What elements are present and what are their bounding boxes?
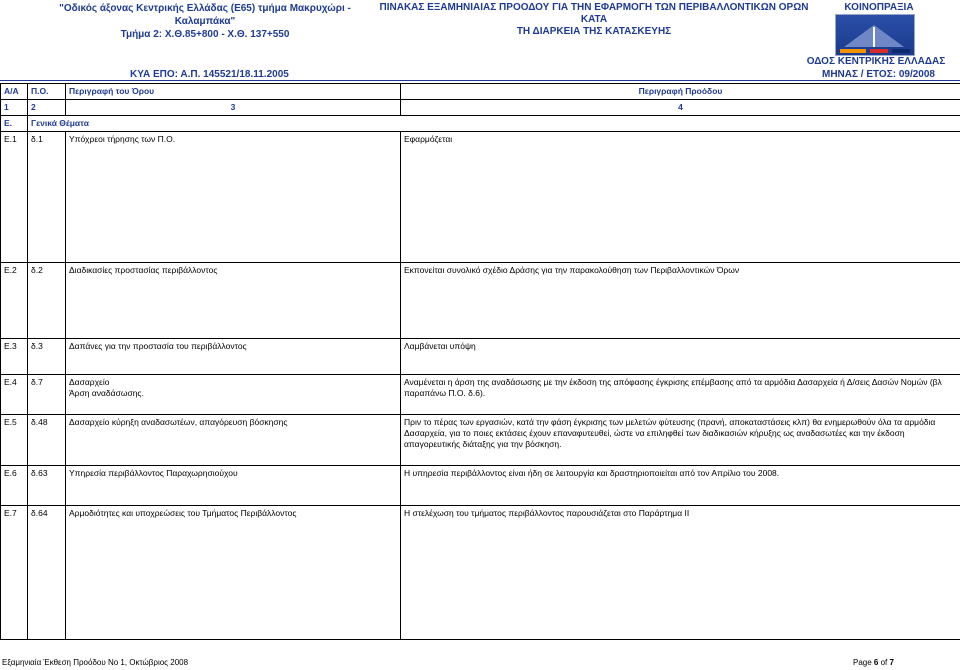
row-term: Δασαρχείο κύρηξη αναδασωτέων, απαγόρευση βόσκησης [66,415,401,466]
header-divider [0,80,960,81]
row-progress: Εκπονείται συνολικό σχέδιο Δράσης για την παρακολούθηση των Περιβαλλοντικών Όρων [401,263,960,339]
col-number-2: 2 [28,100,66,116]
page-current: 6 [873,658,879,667]
table-header-row [1,84,960,100]
header-progress: Περιγραφή Προόδου [401,84,960,100]
report-title-line-1: ΠΙΝΑΚΑΣ ΕΞΑΜΗΝΙΑΙΑΣ ΠΡΟΟΔΟΥ ΓΙΑ ΤΗΝ ΕΦΑΡΜΟΓΗ ΤΩΝ ΠΕΡΙΒΑΛΛΟΝΤΙΚΩΝ ΟΡΩΝ ΚΑΤΑ [379,2,809,25]
report-title [372,2,816,38]
kya-reference: ΚΥΑ ΕΠΟ: Α.Π. 145521/18.11.2005 [130,69,289,80]
page-total: 7 [889,658,894,667]
header-po: Π.Ο. [28,84,66,100]
row-term: Διαδικασίες προστασίας περιβάλλοντος [66,263,401,339]
row-term: Δαπάνες για την προστασία του περιβάλλοντος [66,339,401,375]
row-aa: Ε.7 [1,506,28,640]
row-po: δ.7 [28,375,66,415]
row-po: δ.3 [28,339,66,375]
page-of: of [880,658,888,667]
terms-progress-table [0,83,960,640]
table-row [1,415,960,466]
table-row [1,466,960,506]
row-term: Αρμοδιότητες και υποχρεώσεις του Τμήματος Περιβάλλοντος [66,506,401,640]
report-title-line-2: ΤΗ ΔΙΑΡΚΕΙΑ ΤΗΣ ΚΑΤΑΣΚΕΥΗΣ [516,26,672,37]
row-progress: Εφαρμόζεται [401,132,960,263]
consortium-label: ΚΟΙΝΟΠΡΑΞΙΑ [844,2,914,13]
section-title: Γενικά Θέματα [28,116,960,132]
report-header [0,0,960,82]
road-name: ΟΔΟΣ ΚΕΝΤΡΙΚΗΣ ΕΛΛΑΔΑΣ [806,56,946,67]
table-row [1,263,960,339]
row-po: δ.63 [28,466,66,506]
table-row [1,132,960,263]
row-term: Υπηρεσία περιβάλλοντος Παραχωρησιούχου [66,466,401,506]
row-po: δ.1 [28,132,66,263]
row-progress: Η στελέχωση του τμήματος περιβάλλοντος παρουσιάζεται στο Παράρτημα ΙΙ [401,506,960,640]
table-numbering-row [1,100,960,116]
table-row [1,375,960,415]
row-po: δ.64 [28,506,66,640]
row-term: Δασαρχείο Άρση αναδάσωσης. [66,375,401,415]
month-year: ΜΗΝΑΣ / ΕΤΟΣ: 09/2008 [822,69,935,80]
central-greece-motorway-logo-icon [835,14,915,56]
header-aa: Α/Α [1,84,28,100]
col-number-4: 4 [401,100,960,116]
project-line-1: "Οδικός άξονας Κεντρικής Ελλάδας (Ε65) τμήμα Μακρυχώρι - Καλαμπάκα" [59,3,351,27]
row-progress: Η υπηρεσία περιβάλλοντος είναι ήδη σε λειτουργία και δραστηριοποιείται από τον Απρίλιο του 2008. [401,466,960,506]
section-row [1,116,960,132]
row-progress: Αναμένεται η άρση της αναδάσωσης με την έκδοση της απόφασης έγκρισης επέμβασης από τα αρμόδια Δασαρχεία ή Δ/σεις Δασών Νομών (βλ παραπάνω Π.Ο. δ.6). [401,375,960,415]
row-aa: Ε.5 [1,415,28,466]
table-row [1,339,960,375]
row-progress: Λαμβάνεται υπόψη [401,339,960,375]
row-aa: Ε.4 [1,375,28,415]
project-line-2: Τμήμα 2: Χ.Θ.85+800 - Χ.Θ. 137+550 [120,29,290,40]
header-term: Περιγραφή του Όρου [66,84,401,100]
row-aa: Ε.3 [1,339,28,375]
col-number-1: 1 [1,100,28,116]
footer-report-name: Εξαμηνιαία Έκθεση Προόδου Νο 1, Οκτώβριος 2008 [2,658,189,667]
page-prefix: Page [853,658,872,667]
table-row [1,506,960,640]
row-aa: Ε.6 [1,466,28,506]
row-progress: Πριν το πέρας των εργασιών, κατά την φάση έγκρισης των μελετών φύτευσης (πρανή, αποκαταστάσεις κλπ) θα ενημερωθούν όλα τα αρμόδια Δασαρχεία, για το ποιες εκτάσεις έχουν επαναφυτευθεί, ώστε να επιληφθεί των διαδικασιών κήρυξης ως αναδασωτέες και την έκδοση απαγορευτικής διάταξης για την βόσκηση. [401,415,960,466]
row-po: δ.48 [28,415,66,466]
project-title [40,2,370,41]
col-number-3: 3 [66,100,401,116]
row-aa: Ε.1 [1,132,28,263]
row-po: δ.2 [28,263,66,339]
section-code: Ε. [1,116,28,132]
row-aa: Ε.2 [1,263,28,339]
footer-page-number [853,658,894,667]
row-term: Υπόχρεοι τήρησης των Π.Ο. [66,132,401,263]
